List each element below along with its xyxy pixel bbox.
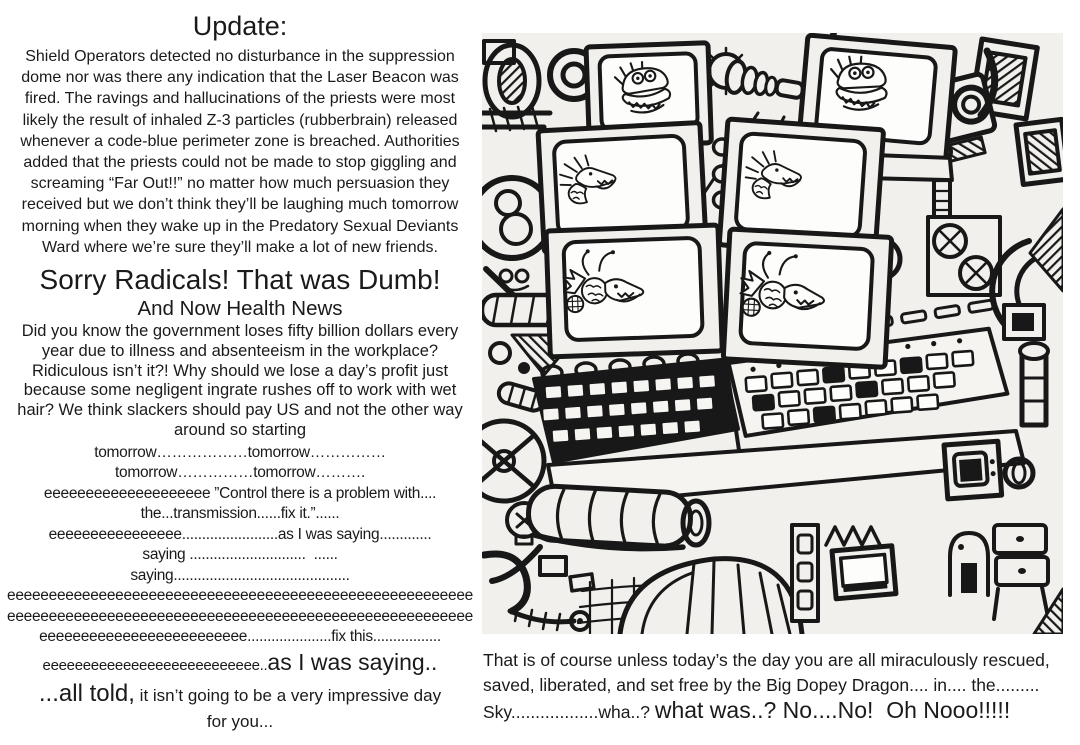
all-told-text: ...all told, [38,679,135,707]
control-room-illustration [482,33,1063,634]
as-i-was-saying-text: as I was saying.. [267,648,438,675]
transmission-line: saying ............................. ...... [142,546,338,564]
transmission-line: eeeeeeeeeeeeeeeeeeee ”Control there is a problem with.... [43,484,437,502]
illustration-frame [482,33,1063,634]
sky-text: Sky..................wha..? [483,702,655,722]
transmission-line: eeeeeeeeeeeeeeeeeeeeeeeeeeeeeeeeeeeeeeeeeeeeeeeeeeeeeeee [7,587,473,605]
update-heading: Update: [192,11,288,41]
caption-line: That is of course unless today’s the day you are all miraculously rescued, [483,650,1050,670]
button-strip [792,525,818,621]
sorry-radicals-heading: Sorry Radicals! That was Dumb! [39,264,441,296]
health-paragraph: Did you know the government loses fifty billion dollars every year due to illness and absenteeism in the workplace? Ridiculous isn’t it?! Why should we lose a day’s profit just because some negligent ingrate rushes off to work with wet hair? We think slackers should pay US and not the other way around so starting [17,322,463,440]
caption-line: saved, liberated, and set free by the Big Dopey Dragon.... in.... the......... [483,675,1040,695]
impressive-day-text: it isn’t going to be a very impressive day [134,685,442,705]
transmission-line: saying............................................ [130,566,350,584]
for-you-line: for you... [206,711,274,731]
transmission-line: eeeeeeeeeeeeeeeeeeeeeeeee.....................fix this................. [39,628,441,646]
transmission-line: tomorrow………………tomorrow…………… [94,443,386,461]
illustration-caption [483,648,1077,725]
oh-nooo-text: what was..? No....No! Oh Nooo!!!!! [654,697,1011,723]
all-told-line [4,680,476,711]
tv-box-icon [944,441,1002,499]
news-column [4,10,476,732]
as-i-was-saying-line [4,648,476,680]
health-news-heading: And Now Health News [137,297,343,321]
armrest-cylinder [527,485,692,552]
transmission-line: eeeeeeeeeeeeeeeeeeeeeeeeeeeeeeeeeeeeeeeeeeeeeeeeeeeeeeee [7,607,473,625]
transmission-line: eeeeeeeeeeeeeeee........................as I was saying............. [48,525,432,543]
transmission-line: tomorrow……………tomorrow………. [115,464,365,482]
static-noise-text: eeeeeeeeeeeeeeeeeeeeeeeeeee.. [42,656,268,674]
transmission-line: the...transmission......fix it.”...... [140,505,340,523]
mini-monitor [832,546,896,599]
update-paragraph: Shield Operators detected no disturbance in the suppression dome nor was there any indication that the Laser Beacon was fired. The ravings and hallucinations of the priests were most likely the result of inhaled Z-3 particles (rubberbrain) released whenever a code-blue perimeter zone is breached. Authorities added that the priests could not be made to stop giggling and screaming “Far Out!!” no matter how much persuasion they received but we don’t think they’ll be laughing much tomorrow morning when they wake up in the Predatory Sexual Deviants Ward where we’re sure they’ll make a lot of new friends. [20,48,460,256]
monitor [546,225,722,357]
caption-line [483,698,1077,725]
monitor [723,229,892,367]
